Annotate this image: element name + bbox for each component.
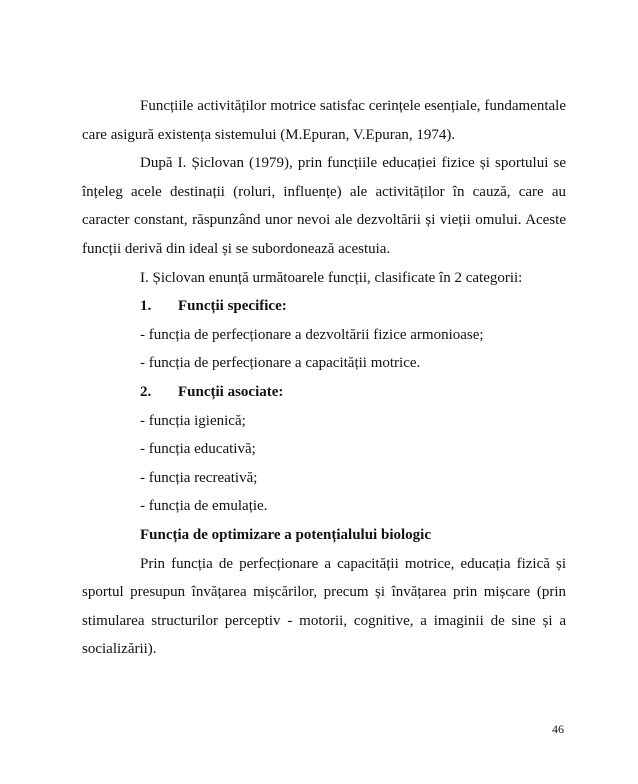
list-item: - funcția de perfecționare a dezvoltării fizice armonioase; (140, 326, 484, 343)
list-item: - funcția igienică; (140, 412, 246, 429)
subheading: Funcția de optimizare a potențialului biologic (140, 526, 431, 543)
body-text (82, 92, 566, 664)
section-1-title: Funcții specifice: (178, 298, 287, 315)
section-2-title: Funcții asociate: (178, 383, 284, 400)
list-item: - funcția educativă; (140, 441, 256, 458)
intro-line: I. Șiclovan enunță următoarele funcții, clasificate în 2 categorii: (140, 269, 523, 286)
section-2-heading (82, 378, 566, 407)
list-item: - funcția de emulație. (140, 498, 268, 515)
page-number: 46 (552, 722, 564, 736)
list-item: - funcția de perfecționare a capacității motrice. (140, 355, 421, 372)
section-1-heading (82, 292, 566, 321)
paragraph-2: După I. Șiclovan (1979), prin funcțiile educației fizice și sportului se înțeleg acele destinații (roluri, influențe) ale activităților în cauză, care au caracter constant, răspunzând unor nevoi ale dezvoltării și vieții omului. Aceste funcții derivă din ideal și se subordonează acestuia. (82, 155, 566, 257)
final-paragraph: Prin funcția de perfecționare a capacității motrice, educația fizică și sportul presupun învățarea mișcărilor, precum și învățarea prin mișcare (prin stimularea structurilor perceptiv - motorii, cognitive, a imaginii de sine și a socializării). (82, 555, 566, 658)
list-item: - funcția recreativă; (140, 469, 258, 486)
paragraph-1: Funcțiile activităților motrice satisfac cerințele esențiale, fundamentale care asigură existența sistemului (M.Epuran, V.Epuran, 1974). (82, 98, 566, 143)
section-2-number: 2. (140, 383, 152, 400)
section-1-number: 1. (140, 298, 152, 315)
